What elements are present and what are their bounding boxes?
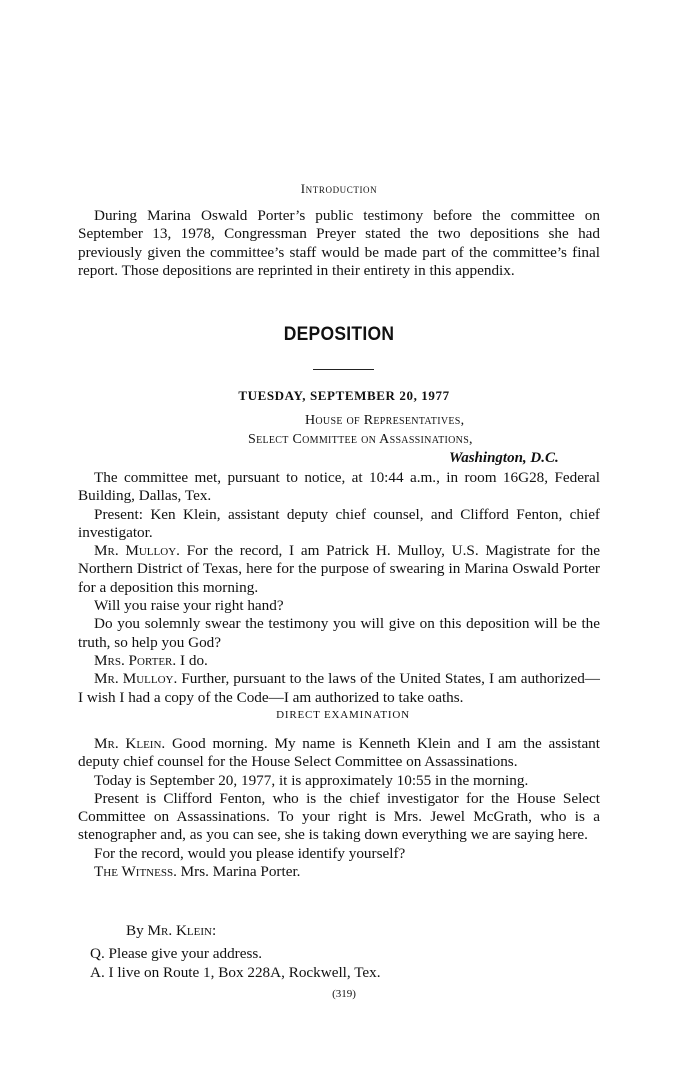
speaker-name: Mr. Mulloy.: [94, 670, 178, 688]
introduction-paragraph: During Marina Oswald Porter’s public testimony before the committee on September 13, 1978, Congressman Preyer stated the two depositions she had previously given the committee’s staff would be made part of the committee’s final report. Those depositions are reprinted in their entirety in this appendix.: [78, 207, 600, 280]
address-line-location: Washington, D.C.: [449, 450, 559, 466]
question: Q. Please give your address.: [90, 945, 263, 962]
proceedings-part-1: [78, 469, 600, 707]
speaker-name: The Witness.: [94, 863, 177, 881]
paragraph: Mrs. Porter. I do.: [94, 651, 208, 669]
direct-examination-heading: DIRECT EXAMINATION: [276, 709, 410, 721]
paragraph: Mr. Mulloy. Further, pursuant to the laws of the United States, I am authorized—I wish I had a copy of the Code—I am authorized to take oaths.: [78, 670, 600, 706]
paragraph: Mr. Klein. Good morning. My name is Kenneth Klein and I am the assistant deputy chief counsel for the House Select Committee on Assassinations.: [78, 735, 600, 771]
paragraph: The committee met, pursuant to notice, at 10:44 a.m., in room 16G28, Federal Building, Dallas, Tex.: [78, 469, 600, 505]
paragraph: Mr. Mulloy. For the record, I am Patrick H. Mulloy, U.S. Magistrate for the Northern District of Texas, here for the purpose of swearing in Marina Oswald Porter for a deposition this morning.: [78, 542, 600, 596]
introduction-heading: Introduction: [300, 181, 378, 196]
title-divider: [313, 369, 374, 370]
deposition-date: TUESDAY, SEPTEMBER 20, 1977: [238, 388, 450, 403]
examiner-line: By Mr. Klein:: [126, 922, 217, 939]
page-number: (319): [332, 988, 356, 1000]
paragraph: Present is Clifford Fenton, who is the chief investigator for the House Select Committee on Assassinations. To your right is Mrs. Jewel McGrath, who is a stenographer and, as you can see, she is taking down everything we are saying here.: [78, 789, 600, 844]
speaker-name: Mr. Klein.: [94, 735, 166, 752]
address-line-house: House of Representatives,: [305, 413, 465, 428]
deposition-title: DEPOSITION: [283, 324, 395, 345]
address-line-committee: Select Committee on Assassinations,: [248, 432, 473, 447]
paragraph: Will you raise your right hand?: [94, 597, 284, 615]
proceedings-part-2: [78, 735, 600, 881]
paragraph: For the record, would you please identify yourself?: [94, 844, 406, 862]
paragraph: Present: Ken Klein, assistant deputy chief counsel, and Clifford Fenton, chief investigator.: [78, 505, 600, 541]
answer: A. I live on Route 1, Box 228A, Rockwell, Tex.: [90, 964, 381, 981]
examiner-name: Mr. Klein: [147, 922, 212, 939]
paragraph: The Witness. Mrs. Marina Porter.: [94, 863, 301, 881]
paragraph: Today is September 20, 1977, it is approximately 10:55 in the morning.: [94, 771, 529, 789]
paragraph: Do you solemnly swear the testimony you will give on this deposition will be the truth, so help you God?: [78, 615, 600, 651]
speaker-name: Mr. Mulloy.: [94, 542, 180, 560]
question-answer-block: [78, 944, 600, 982]
speaker-name: Mrs. Porter.: [94, 651, 177, 669]
